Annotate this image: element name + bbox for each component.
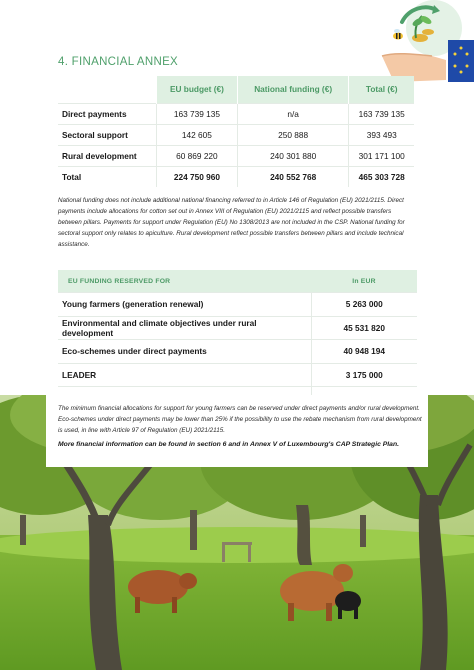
row-label: Rural development	[58, 146, 157, 167]
header-in-eur: In EUR	[311, 270, 417, 293]
header-reserved-for: EU FUNDING RESERVED FOR	[58, 270, 311, 293]
cell-eu: 224 750 960	[157, 167, 238, 188]
row-label: LEADER	[58, 363, 311, 387]
table-row	[58, 125, 414, 146]
cell-national: n/a	[237, 104, 349, 125]
eu-flag-icon	[448, 40, 474, 82]
row-label: Sectoral support	[58, 125, 157, 146]
table-row	[58, 104, 414, 125]
header-eu-budget: EU budget (€)	[157, 76, 238, 104]
row-label: Eco-schemes under direct payments	[58, 340, 311, 364]
footer-panel	[46, 395, 428, 467]
cell-eu: 163 739 135	[157, 104, 238, 125]
cell-total: 393 493	[349, 125, 414, 146]
financial-table	[58, 76, 414, 187]
row-value: 3 175 000	[311, 363, 417, 387]
cell-national: 240 552 768	[237, 167, 349, 188]
young-farmers-note: The minimum financial allocations for support for young farmers can be reserved under direct payments and/or rural development. Eco-schemes under direct payments may be lower than 25% if the possibility to use the rebate mechanism from rural development is used, in line with Article 97 of Regulation (EU) 2021/2115.	[58, 405, 422, 434]
table-row	[58, 316, 417, 340]
cell-national: 250 888	[237, 125, 349, 146]
table-header-row	[58, 76, 414, 104]
table-row	[58, 146, 414, 167]
row-label: Direct payments	[58, 104, 157, 125]
blank-header-cell	[58, 76, 157, 104]
cell-total: 465 303 728	[349, 167, 414, 188]
row-label: Total	[58, 167, 157, 188]
reserved-funding-table	[58, 270, 417, 410]
row-value: 45 531 820	[311, 316, 417, 340]
table-row	[58, 340, 417, 364]
table-row	[58, 363, 417, 387]
cell-eu: 60 869 220	[157, 146, 238, 167]
row-value: 40 948 194	[311, 340, 417, 364]
table-row	[58, 293, 417, 317]
cell-total: 301 171 100	[349, 146, 414, 167]
header-national-funding: National funding (€)	[237, 76, 349, 104]
cell-national: 240 301 880	[237, 146, 349, 167]
more-info-note: More financial information can be found in section 6 and in Annex V of Luxembourg's CAP Strategic Plan.	[58, 441, 399, 448]
bee-icon	[393, 29, 403, 40]
header-total: Total (€)	[349, 76, 414, 104]
cell-eu: 142 605	[157, 125, 238, 146]
financial-notes	[58, 195, 414, 250]
row-label: Young farmers (generation renewal)	[58, 293, 311, 317]
notes-text: National funding does not include additional national financing referred to in Article 146 of Regulation (EU) 2021/2115. Direct payments include allocations for cotton set out in Annex VIII of Regulation (EU) 2021/2115 and reflect possible transfers between pillars. Payments for support under Regulation (EU) No 1308/2013 are not included in the CSP. National funding for sectoral support only relates to apiculture. Rural development reflect possible transfers between pillars and include technical assistance.	[58, 197, 405, 248]
row-value: 5 263 000	[311, 293, 417, 317]
cell-total: 163 739 135	[349, 104, 414, 125]
row-label: Environmental and climate objectives under rural development	[58, 316, 311, 340]
page-title: 4. FINANCIAL ANNEX	[58, 56, 179, 68]
table-row-total	[58, 167, 414, 188]
table-header-row	[58, 270, 417, 293]
